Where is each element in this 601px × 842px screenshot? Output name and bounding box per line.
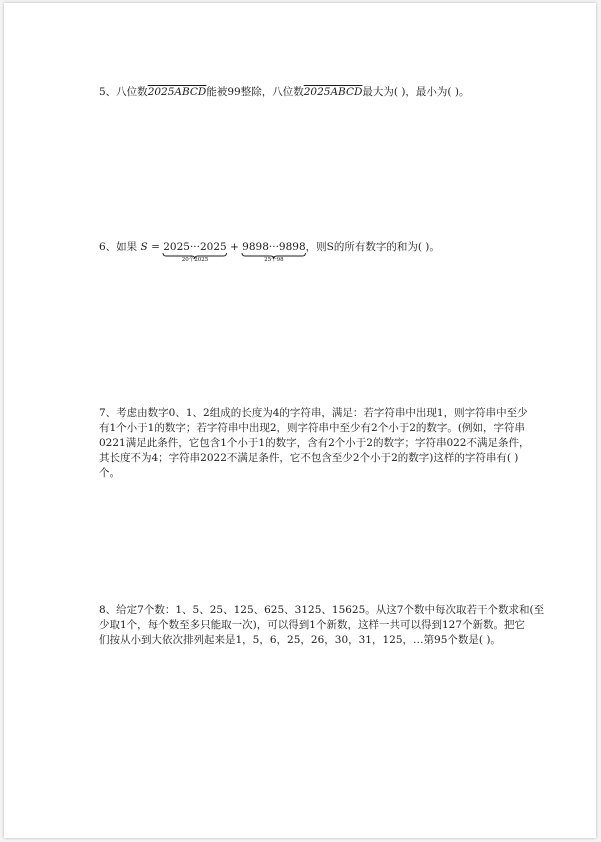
q6-equals: = — [147, 241, 164, 253]
question-8 — [99, 603, 545, 648]
q6-group2-label: 25个98 — [264, 257, 284, 263]
q6-group2-digits: 9898···9898 — [242, 241, 306, 253]
q7-line: 其长度不为4；字符串2022不满足条件，它不包含至少2个小于2的数字)这样的字符串有( ) — [99, 452, 519, 464]
q5-number-overline-1: 2025ABCD — [147, 86, 207, 98]
q6-variable-s: S — [140, 241, 148, 253]
q6-suffix: ，则S的所有数字的和为( )。 — [305, 241, 440, 253]
q5-mid-text: 能被99整除，八位数 — [206, 86, 304, 98]
q8-line: 们按从小到大依次排列起来是1，5，6，25，26，30，31，125，…第95个数是( )。 — [99, 634, 501, 646]
q7-line: 0221满足此条件，它包含1个小于1的数字，含有2个小于2的数字；字符串022不满足条件， — [99, 437, 530, 449]
q5-prefix: 5、八位数 — [99, 86, 148, 98]
q5-number-overline-2: 2025ABCD — [303, 86, 363, 98]
q6-plus: + — [226, 241, 243, 253]
q6-underbrace-group-1 — [163, 240, 227, 263]
q7-line: 7、考虑由数字0、1、2组成的长度为4的字符串，满足：若字符串中出现1，则字符串中至少 — [99, 407, 528, 419]
question-7 — [99, 406, 530, 481]
q7-line: 个。 — [99, 467, 120, 479]
question-5 — [99, 85, 519, 100]
document-page — [4, 3, 596, 838]
q6-prefix: 6、如果 — [99, 241, 138, 253]
q6-underbrace-group-2 — [242, 240, 306, 263]
q8-line: 少取1个，每个数至多只能取一次)，可以得到1个新数，这样一共可以得到127个新数。把它 — [99, 619, 525, 631]
q8-line: 8、给定7个数：1、5、25、125、625、3125、15625。从这7个数中每次取若干个数求和(至 — [99, 604, 545, 616]
q5-suffix: 最大为( )，最小为( )。 — [362, 86, 470, 98]
question-6 — [99, 240, 519, 263]
q6-group1-digits: 2025···2025 — [163, 241, 227, 253]
q6-group1-label: 20个2025 — [181, 257, 209, 263]
q7-line: 有1个小于1的数字；若字符串中出现2，则字符串中至少有2个小于2的数字。(例如，字符串 — [99, 422, 525, 434]
